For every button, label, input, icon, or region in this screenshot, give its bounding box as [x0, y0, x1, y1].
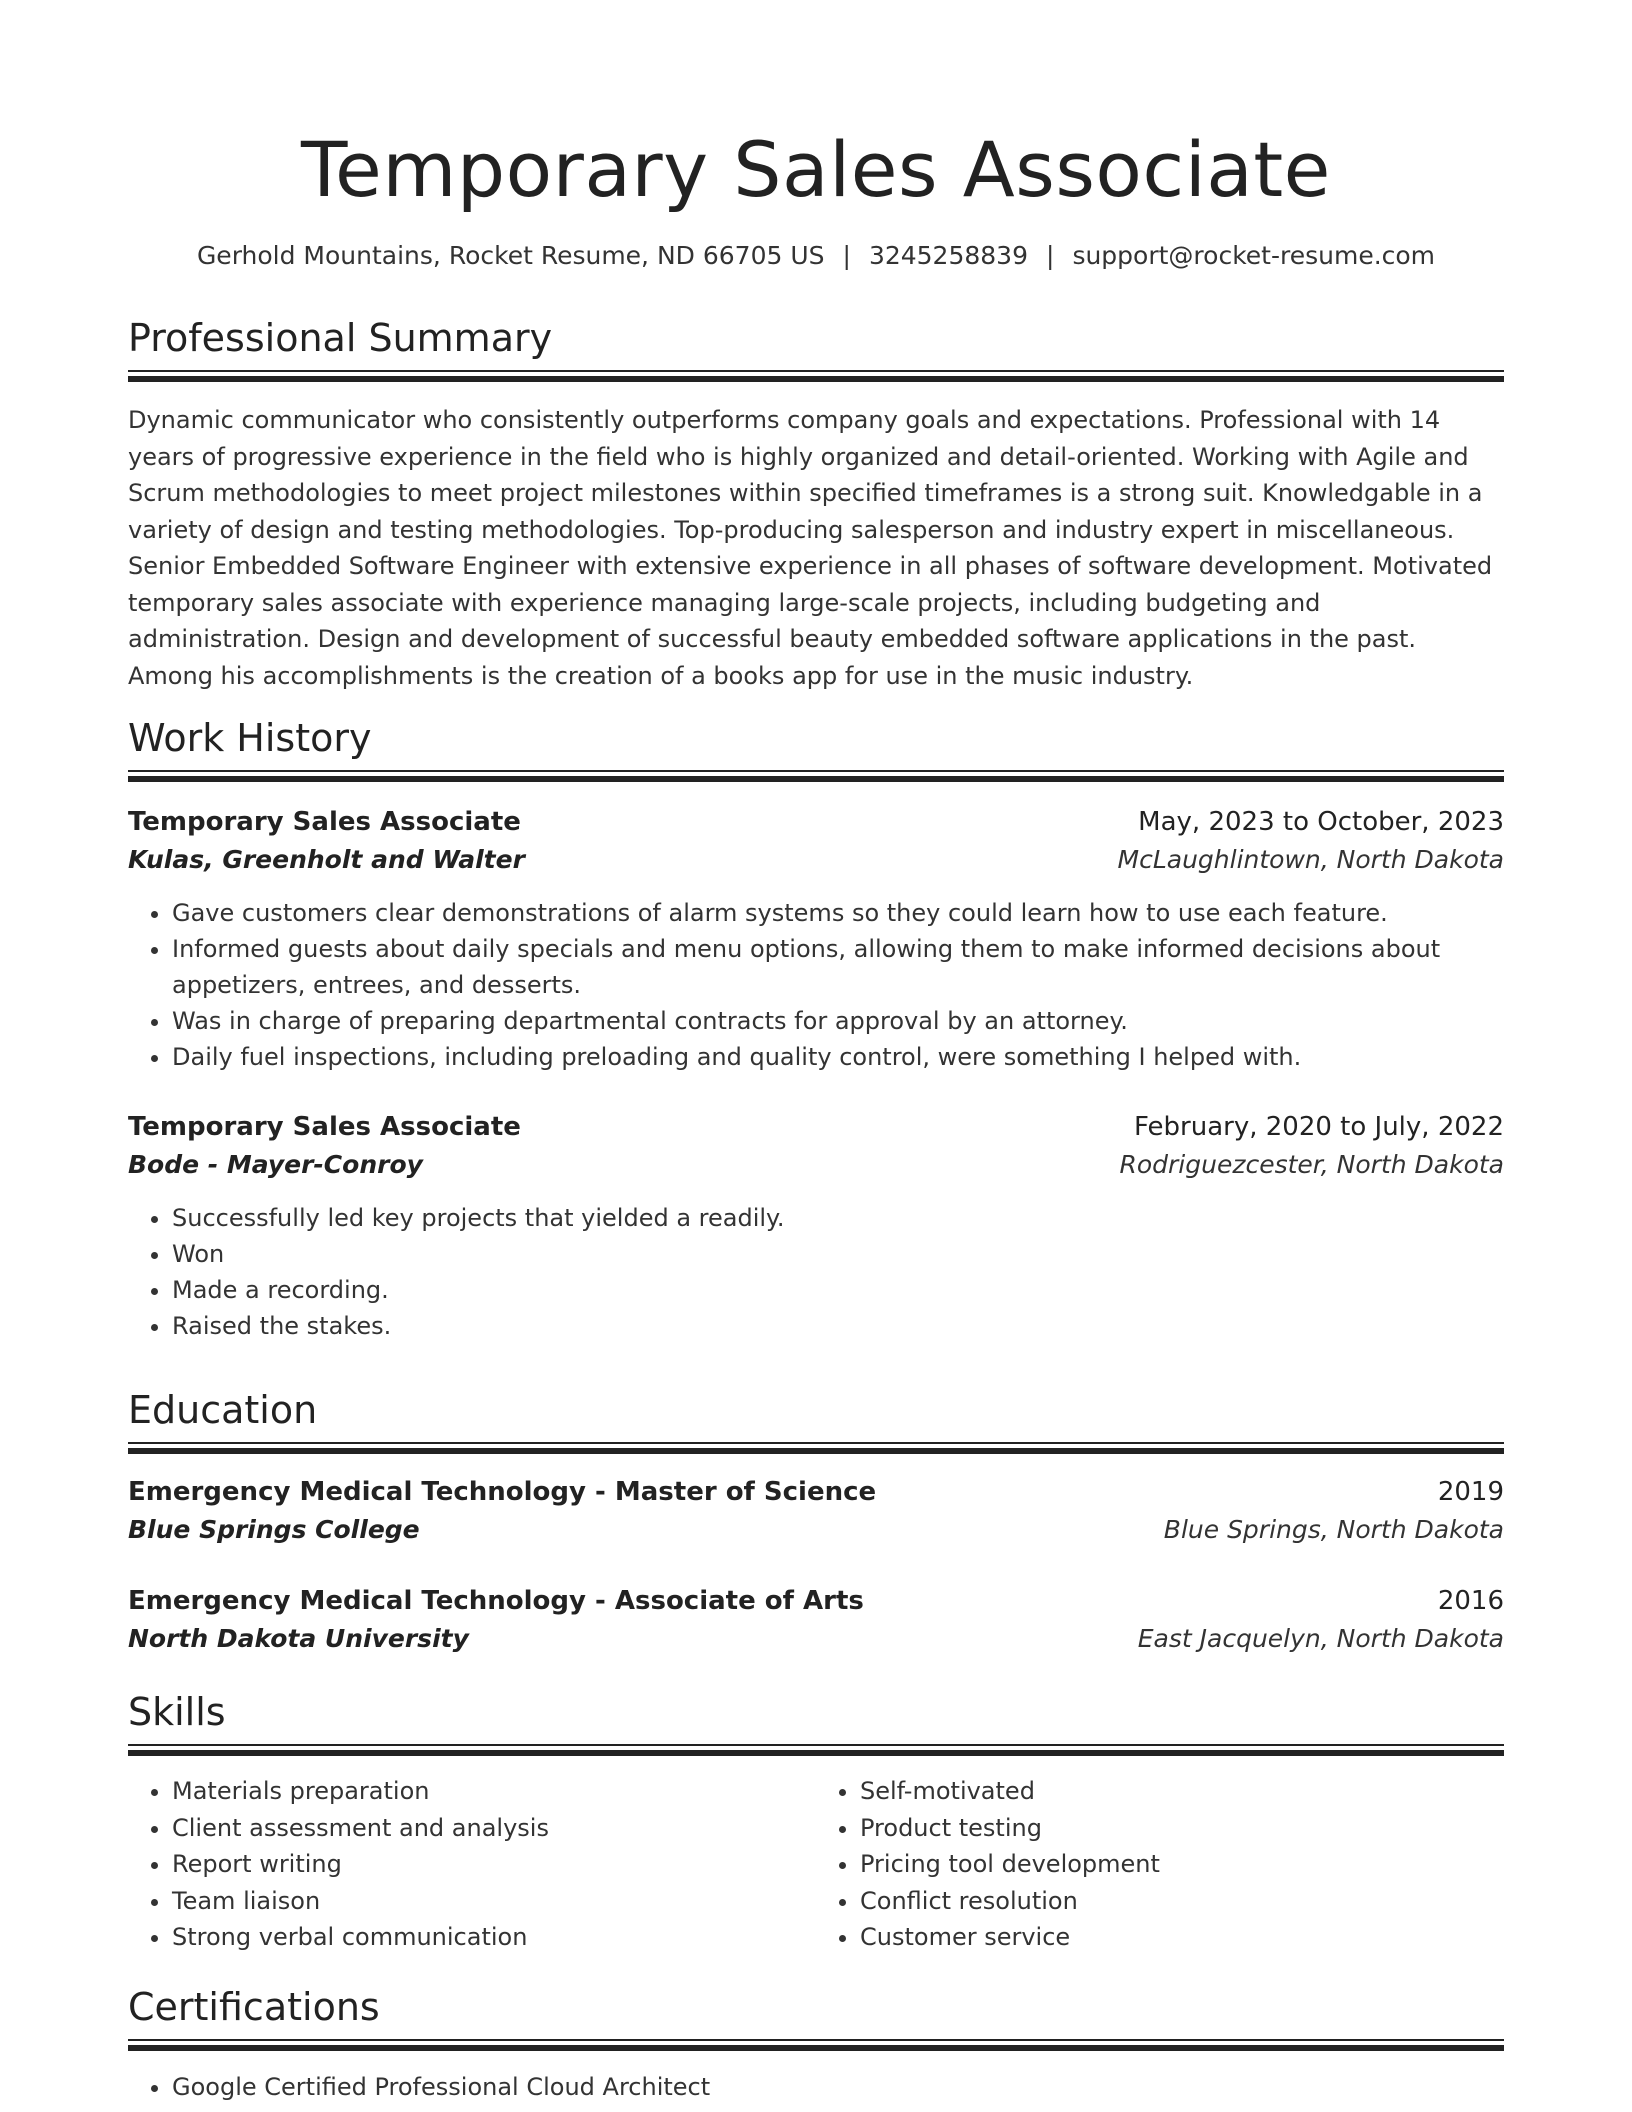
job-bullet: • Gave customers clear demonstrations of alarm systems so they could learn how to use each feature. — [172, 895, 1504, 931]
resume-title: Temporary Sales Associate — [301, 125, 1331, 214]
contact-separator: | — [842, 241, 851, 270]
skills-column-left — [128, 1773, 816, 1956]
job-title: Temporary Sales Associate — [128, 807, 521, 837]
section-title-skills: Skills — [128, 1690, 226, 1734]
job-bullet: • Was in charge of preparing departmental contracts for approval by an attorney. — [172, 1003, 1504, 1039]
job-company: Kulas, Greenholt and Walter — [128, 845, 525, 874]
education-degree: Emergency Medical Technology - Master of Science — [128, 1477, 877, 1507]
section-header-education — [128, 1386, 1504, 1454]
job-bullet: • Successfully led key projects that yielded a readily. — [172, 1200, 1504, 1236]
education-location: East Jacquelyn, North Dakota — [1137, 1624, 1504, 1653]
skills-list — [128, 1773, 1504, 1956]
job-bullet: • Daily fuel inspections, including preloading and quality control, were something I helped with. — [172, 1039, 1504, 1075]
section-header-certifications — [128, 1983, 1504, 2051]
job-title: Temporary Sales Associate — [128, 1112, 521, 1142]
section-header-summary — [128, 314, 1504, 382]
contact-separator: | — [1046, 241, 1055, 270]
skill-item: • Strong verbal communication — [172, 1919, 816, 1956]
summary-text: Dynamic communicator who consistently outperforms company goals and expectations. Professional with 14 years of progressive experience in the field who is highly organized and detail-oriented. Working with Agile and Scrum methodologies to meet project milestones within specified timeframes is a strong suit. Knowledgable in a variety of design and testing methodologies. Top-producing salesperson and industry expert in miscellaneous. Senior Embedded Software Engineer with extensive experience in all phases of software development. Motivated temporary sales associate with experience managing large-scale projects, including budgeting and administration. Design and development of successful beauty embedded software applications in the past. Among his accomplishments is the creation of a books app for use in the music industry. — [128, 406, 1493, 690]
skill-item: • Client assessment and analysis — [172, 1810, 816, 1847]
certifications-list — [128, 2069, 1504, 2106]
job-company: Bode - Mayer-Conroy — [128, 1150, 423, 1179]
section-divider — [128, 770, 1504, 772]
section-title-summary: Professional Summary — [128, 316, 553, 360]
job-bullet: • Informed guests about daily specials and menu options, allowing them to make informed decisions about appetizers, entrees, and desserts. — [172, 931, 1504, 1003]
job-bullet: • Made a recording. — [172, 1272, 1504, 1308]
skill-item: • Customer service — [860, 1919, 1504, 1956]
education-location: Blue Springs, North Dakota — [1163, 1515, 1504, 1544]
section-divider — [128, 370, 1504, 372]
certifications-column — [128, 2069, 1504, 2106]
education-degree: Emergency Medical Technology - Associate of Arts — [128, 1586, 864, 1616]
contact-email: support@rocket-resume.com — [1072, 241, 1436, 270]
job-bullet: • Won — [172, 1236, 1504, 1272]
job-entry — [128, 803, 1504, 1075]
job-bullets — [128, 1200, 1504, 1344]
section-header-work — [128, 714, 1504, 782]
skill-item: • Self-motivated — [860, 1773, 1504, 1810]
section-divider — [128, 376, 1504, 382]
skills-column-right — [816, 1773, 1504, 1956]
job-dates: May, 2023 to October, 2023 — [1138, 807, 1504, 837]
education-year: 2019 — [1437, 1477, 1504, 1507]
skill-item: • Product testing — [860, 1810, 1504, 1847]
skill-item: • Report writing — [172, 1846, 816, 1883]
section-divider — [128, 1448, 1504, 1454]
section-divider — [128, 2045, 1504, 2051]
job-location: Rodriguezcester, North Dakota — [1119, 1150, 1504, 1179]
education-school: North Dakota University — [128, 1624, 469, 1653]
section-divider — [128, 1744, 1504, 1746]
education-entry — [128, 1473, 1504, 1549]
skill-item: • Team liaison — [172, 1883, 816, 1920]
skill-item: • Pricing tool development — [860, 1846, 1504, 1883]
section-title-work: Work History — [128, 716, 372, 760]
job-location: McLaughlintown, North Dakota — [1117, 845, 1504, 874]
contact-phone: 3245258839 — [868, 241, 1028, 270]
job-bullets — [128, 895, 1504, 1075]
section-header-skills — [128, 1688, 1504, 1756]
section-title-certifications: Certifications — [128, 1985, 380, 2029]
contact-line — [128, 240, 1504, 272]
section-divider — [128, 1442, 1504, 1444]
section-divider — [128, 1750, 1504, 1756]
section-title-education: Education — [128, 1388, 318, 1432]
section-divider — [128, 2039, 1504, 2041]
job-bullet: • Raised the stakes. — [172, 1308, 1504, 1344]
skill-item: • Conflict resolution — [860, 1883, 1504, 1920]
job-entry — [128, 1108, 1504, 1344]
education-entry — [128, 1582, 1504, 1658]
education-school: Blue Springs College — [128, 1515, 420, 1544]
certification-item: • Google Certified Professional Cloud Architect — [172, 2069, 1504, 2106]
contact-address: Gerhold Mountains, Rocket Resume, ND 66705 US — [196, 241, 825, 270]
education-year: 2016 — [1437, 1586, 1504, 1616]
section-divider — [128, 776, 1504, 782]
skill-item: • Materials preparation — [172, 1773, 816, 1810]
job-dates: February, 2020 to July, 2022 — [1134, 1112, 1504, 1142]
